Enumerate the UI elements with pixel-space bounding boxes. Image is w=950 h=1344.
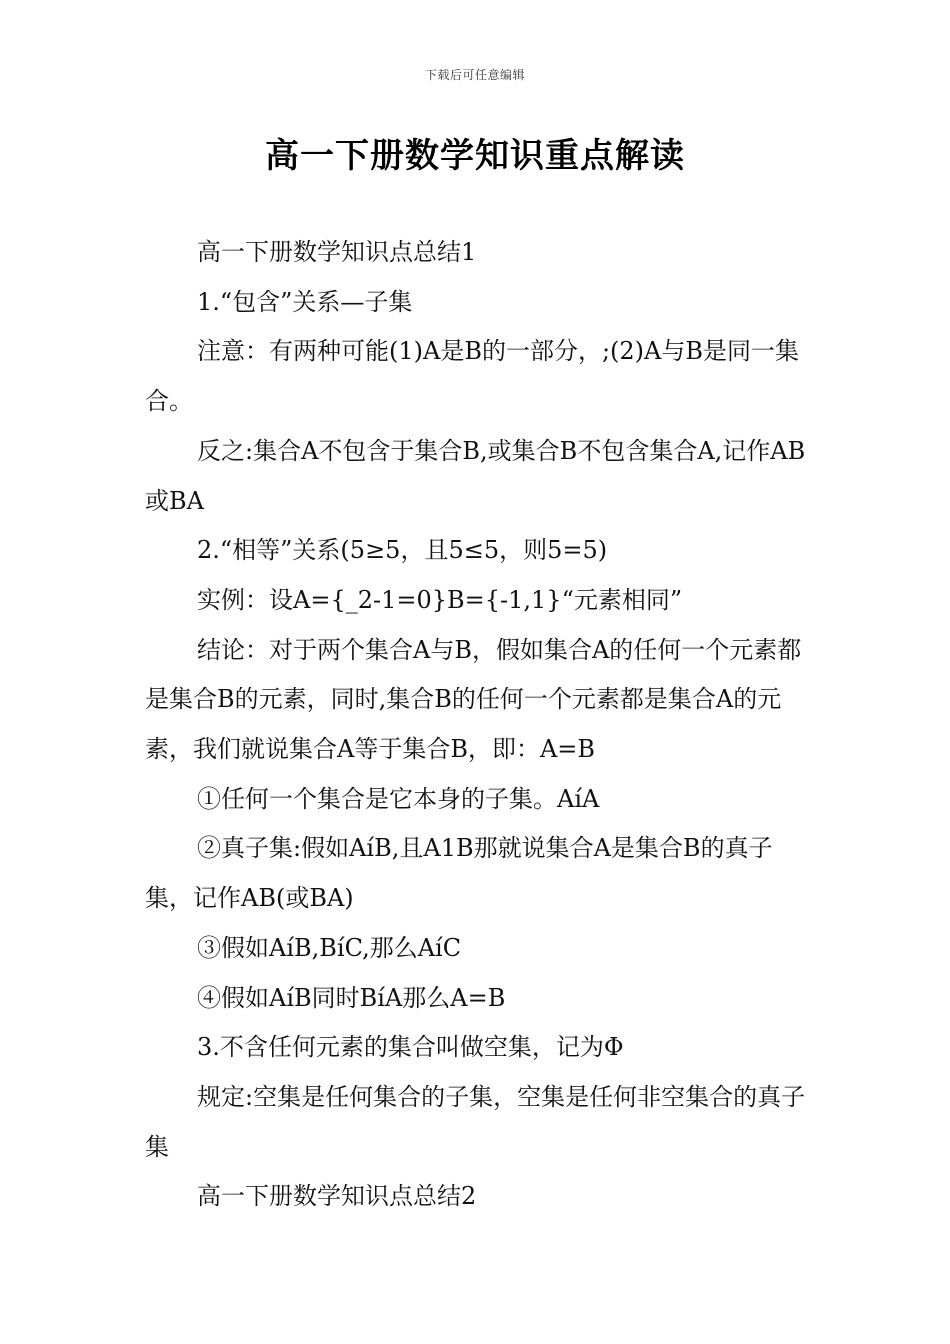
paragraph-conclusion: 结论：对于两个集合A与B，假如集合A的任何一个元素都是集合B的元素，同时,集合B的任何一个元素都是集合A的元素，我们就说集合A等于集合B，即：A=B [145,635,802,764]
document-title: 高一下册数学知识重点解读 [265,136,685,176]
paragraph-note: 注意：有两种可能(1)A是B的一部分，;(2)A与B是同一集合。 [145,337,800,416]
paragraph-example: 实例：设A={_2-1=0}B={-1,1}“元素相同” [197,585,683,614]
paragraph-item-4: ④假如AíB同时BíA那么A=B [197,983,506,1012]
paragraph-rule: 规定:空集是任何集合的子集，空集是任何非空集合的真子集 [145,1082,806,1161]
header-note: 下载后可任意编辑 [424,68,525,82]
paragraph-item-3: ③假如AíB,BíC,那么AíC [197,933,462,962]
paragraph-empty-set: 3.不含任何元素的集合叫做空集，记为Φ [197,1033,624,1062]
paragraph-section-heading-1: 高一下册数学知识点总结1 [197,238,477,266]
document-body [145,228,807,1222]
paragraph-inclusion-heading: 1.“包含”关系—子集 [197,287,413,316]
paragraph-item-2: ②真子集:假如AíB,且A1B那就说集合A是集合B的真子集，记作AB(或BA) [145,834,773,913]
paragraph-item-1: ①任何一个集合是它本身的子集。AíA [197,784,600,813]
paragraph-section-heading-2: 高一下册数学知识点总结2 [197,1182,477,1211]
paragraph-equality-heading: 2.“相等”关系(5≥5，且5≤5，则5=5) [197,536,608,565]
paragraph-converse: 反之:集合A不包含于集合B,或集合B不包含集合A,记作AB或BA [145,436,806,515]
